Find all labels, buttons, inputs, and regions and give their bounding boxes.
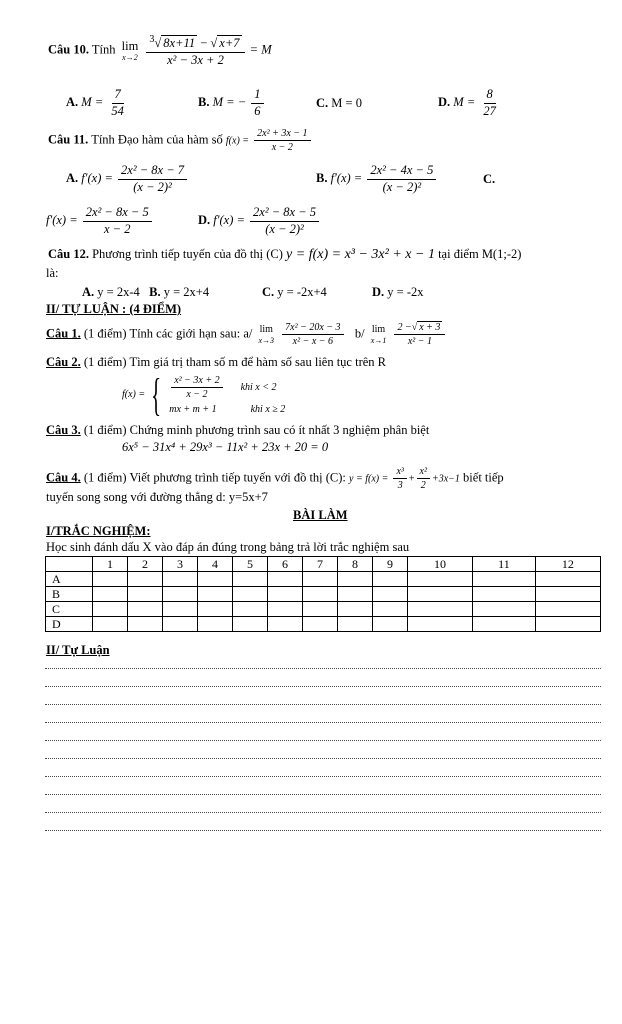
- answer-grid-cell[interactable]: [198, 572, 233, 587]
- answer-grid-column-header: 11: [473, 557, 536, 572]
- answer-line[interactable]: [45, 686, 601, 687]
- option-den: (x − 2)²: [265, 221, 304, 236]
- option-den: 6: [254, 103, 261, 118]
- section-heading: II/ TỰ LUẬN : (4 ĐIỂM): [46, 302, 182, 316]
- left-brace: {: [151, 369, 162, 420]
- piecewise-function: [122, 369, 286, 420]
- equation-rhs: = M: [249, 42, 272, 57]
- answer-grid-column-header: 3: [163, 557, 198, 572]
- answer-grid-cell[interactable]: [535, 572, 600, 587]
- question-prompt: Phương trình tiếp tuyến của đồ thị (C): [92, 247, 283, 261]
- answer-line[interactable]: [45, 812, 601, 813]
- q10-option-a[interactable]: [66, 88, 129, 119]
- option-den: 27: [483, 103, 496, 118]
- question-equation: y = f(x) = x³ − 3x² + x − 1: [286, 247, 435, 262]
- fraction-denominator: x² − x − 6: [292, 336, 334, 347]
- cube-root-body: 8x+11: [163, 36, 196, 51]
- option-label: A.: [66, 95, 79, 110]
- answer-grid-column-header: 10: [408, 557, 473, 572]
- option-lhs: M = −: [212, 95, 247, 110]
- answer-grid-cell[interactable]: [303, 617, 338, 632]
- question-prompt: (1 điểm) Viết phương trình tiếp tuyến với đồ thị (C):: [83, 470, 346, 485]
- answer-grid-cell[interactable]: [93, 572, 128, 587]
- answer-grid-row: [46, 587, 601, 602]
- answer-grid-cell[interactable]: [473, 572, 536, 587]
- question-11: [48, 128, 313, 153]
- fraction-numerator: 2 −√ x + 3: [394, 322, 445, 335]
- answer-grid-cell[interactable]: [535, 587, 600, 602]
- q11-option-c[interactable]: [46, 206, 154, 237]
- limit-subscript: x→3: [258, 335, 275, 345]
- option-text: y = -2x: [387, 285, 424, 299]
- q11-option-b[interactable]: [316, 164, 438, 195]
- answer-grid-column-header: 1: [93, 557, 128, 572]
- case2-expression: mx + m + 1: [169, 403, 217, 415]
- answer-grid-row: [46, 602, 601, 617]
- option-num: 2x² − 8x − 5: [250, 206, 319, 222]
- numerator-lead: 2 −: [397, 322, 412, 333]
- minus-sign: −: [200, 36, 208, 51]
- fraction-numerator: $^3$√ 8x+11 − √ x+7: [146, 34, 244, 53]
- question-label: Câu 1.: [46, 326, 81, 341]
- fraction-numerator: 7x² − 20x − 3: [282, 322, 343, 335]
- answer-grid-cell[interactable]: [198, 617, 233, 632]
- limit-fraction: [146, 34, 244, 68]
- option-text: M = 0: [331, 96, 362, 110]
- answer-grid-cell[interactable]: [163, 587, 198, 602]
- term2-numerator: x²: [417, 466, 430, 479]
- answer-grid-column-header: 4: [198, 557, 233, 572]
- answer-grid-cell[interactable]: [128, 617, 163, 632]
- answer-grid-cell[interactable]: [535, 617, 600, 632]
- answer-line[interactable]: [45, 758, 601, 759]
- q12-option-b[interactable]: [149, 285, 209, 299]
- answer-grid-cell[interactable]: [535, 602, 600, 617]
- case1-condition: khi x < 2: [240, 381, 277, 393]
- q12-option-c[interactable]: [262, 285, 327, 299]
- question-label: Câu 12.: [48, 247, 89, 261]
- q12-options: [82, 285, 209, 299]
- q10-option-d[interactable]: [438, 88, 501, 119]
- answer-grid-cell[interactable]: [233, 572, 268, 587]
- answer-grid-cell[interactable]: [303, 602, 338, 617]
- answer-grid-cell[interactable]: [268, 587, 303, 602]
- option-text: y = -2x+4: [277, 285, 327, 299]
- answer-grid-cell[interactable]: [303, 572, 338, 587]
- function-lhs: f(x) =: [225, 135, 250, 147]
- answer-grid-cell[interactable]: [338, 572, 373, 587]
- answer-sheet-section1: I/TRẮC NGHIỆM:: [46, 524, 151, 538]
- answer-grid-cell[interactable]: [233, 602, 268, 617]
- option-num: 2x² − 8x − 7: [118, 164, 187, 180]
- option-den: x − 2: [104, 221, 131, 236]
- answer-grid-cell[interactable]: [198, 602, 233, 617]
- answer-grid-column-header: 12: [535, 557, 600, 572]
- function-tail: +3x−1: [431, 473, 460, 485]
- answer-line[interactable]: [45, 740, 601, 741]
- answer-grid-row: [46, 617, 601, 632]
- essay-3-equation: 6x⁵ − 31x⁴ + 29x³ − 11x² + 23x + 20 = 0: [122, 440, 329, 454]
- answer-grid-cell[interactable]: [93, 602, 128, 617]
- term2-denominator: 2: [420, 480, 426, 491]
- answer-grid-column-header: 7: [303, 557, 338, 572]
- answer-grid-cell[interactable]: [268, 602, 303, 617]
- answer-grid-cell[interactable]: [373, 572, 408, 587]
- answer-line[interactable]: [45, 668, 601, 669]
- answer-grid-header: [46, 557, 601, 572]
- answer-grid-cell[interactable]: [473, 587, 536, 602]
- answer-grid-cell[interactable]: [268, 572, 303, 587]
- square-root-body: x+7: [219, 36, 240, 51]
- answer-grid-row-label: B: [46, 587, 93, 602]
- option-lhs: M =: [81, 95, 104, 110]
- question-line2: là:: [46, 266, 59, 280]
- question-line2: tuyến song song với đường thẳng d: y=5x+7: [46, 490, 268, 504]
- question-label: Câu 4.: [46, 470, 81, 485]
- question-suffix: biết tiếp: [463, 470, 504, 485]
- limit-word: lim: [121, 38, 139, 53]
- option-label: B.: [149, 285, 161, 299]
- option-num: 2x² − 4x − 5: [367, 164, 436, 180]
- answer-line[interactable]: [45, 794, 601, 795]
- answer-grid-cell[interactable]: [338, 617, 373, 632]
- fraction-denominator: x² − 1: [407, 336, 433, 347]
- option-num: 8: [484, 88, 496, 104]
- answer-sheet-title: BÀI LÀM: [293, 508, 348, 522]
- case2-condition: khi x ≥ 2: [250, 403, 286, 415]
- option-label: B.: [198, 95, 210, 110]
- option-lhs: f′(x) =: [46, 213, 78, 228]
- q11-option-a[interactable]: [66, 164, 189, 195]
- answer-grid-row-label: A: [46, 572, 93, 587]
- q12-option-d[interactable]: [372, 285, 424, 299]
- option-label: C.: [316, 96, 329, 110]
- option-den: 54: [111, 103, 124, 118]
- question-prompt: (1 điểm) Tính các giới hạn sau: a/: [83, 326, 253, 341]
- case1-numerator: x² − 3x + 2: [171, 375, 222, 388]
- answer-grid-cell[interactable]: [373, 587, 408, 602]
- option-num: 7: [112, 88, 124, 104]
- answer-grid-cell[interactable]: [373, 617, 408, 632]
- option-text: y = 2x+4: [163, 285, 210, 299]
- q11-option-d[interactable]: [198, 206, 321, 237]
- option-den: (x − 2)²: [133, 179, 172, 194]
- answer-line[interactable]: [45, 704, 601, 705]
- answer-grid-cell[interactable]: [408, 587, 473, 602]
- limit-subscript: x→2: [122, 53, 138, 63]
- essay-question-3: [46, 423, 429, 437]
- option-lhs: f′(x) =: [81, 171, 113, 186]
- option-num: 2x² − 8x − 5: [83, 206, 152, 222]
- answer-grid-cell[interactable]: [473, 617, 536, 632]
- answer-grid-column-header: 8: [338, 557, 373, 572]
- option-text: y = 2x-4: [97, 285, 140, 299]
- answer-grid-cell[interactable]: [93, 617, 128, 632]
- q10-option-c[interactable]: [316, 96, 362, 110]
- fraction-denominator: x² − 3x + 2: [167, 52, 224, 67]
- limit-word: lim: [259, 323, 273, 335]
- answer-grid-cell[interactable]: [93, 587, 128, 602]
- essay-question-1: [46, 322, 447, 347]
- answer-grid-cell[interactable]: [163, 617, 198, 632]
- plus-sign: +: [408, 473, 415, 485]
- part-b-label: b/: [354, 326, 365, 341]
- question-prompt: Tính Đạo hàm của hàm số: [91, 132, 223, 147]
- answer-grid-column-header: 5: [233, 557, 268, 572]
- question-label: Câu 3.: [46, 423, 81, 437]
- answer-grid-cell[interactable]: [268, 617, 303, 632]
- answer-line[interactable]: [45, 776, 601, 777]
- answer-line[interactable]: [45, 722, 601, 723]
- question-prompt: (1 điểm) Tìm giá trị tham số m để hàm số sau liên tục trên R: [83, 355, 387, 369]
- option-label: D.: [198, 213, 211, 228]
- function-numerator: 2x² + 3x − 1: [254, 128, 310, 141]
- function-lhs: f(x) =: [122, 389, 146, 401]
- answer-grid-cell[interactable]: [128, 602, 163, 617]
- answer-grid-cell[interactable]: [338, 602, 373, 617]
- answer-grid-cell[interactable]: [408, 617, 473, 632]
- option-label: D.: [372, 285, 385, 299]
- answer-grid-cell[interactable]: [408, 602, 473, 617]
- limit-operator: [122, 40, 139, 63]
- answer-grid-cell[interactable]: [373, 602, 408, 617]
- q10-option-b[interactable]: [198, 88, 266, 119]
- answer-grid-row-label: C: [46, 602, 93, 617]
- answer-grid-column-header: 6: [268, 557, 303, 572]
- option-label: A.: [66, 171, 79, 186]
- essay-question-2: [46, 355, 386, 369]
- essay-question-4: [46, 466, 504, 491]
- term1-numerator: x³: [393, 466, 406, 479]
- answer-grid-cell[interactable]: [128, 587, 163, 602]
- option-lhs: f′(x) =: [330, 171, 363, 186]
- q11-option-c-label[interactable]: [483, 172, 495, 186]
- question-label: Câu 10.: [48, 42, 89, 57]
- option-label: D.: [438, 95, 451, 110]
- question-label: Câu 11.: [48, 132, 89, 147]
- answer-grid-cell[interactable]: [303, 587, 338, 602]
- answer-grid-column-header: 2: [128, 557, 163, 572]
- option-den: (x − 2)²: [382, 179, 422, 194]
- question-suffix: tại điểm M(1;-2): [438, 247, 522, 261]
- option-label: B.: [316, 171, 328, 186]
- answer-grid-cell[interactable]: [408, 572, 473, 587]
- answer-grid-corner: [46, 557, 93, 572]
- square-root-body: x + 3: [419, 322, 441, 333]
- question-10: [48, 34, 272, 68]
- answer-grid-column-header: 9: [373, 557, 408, 572]
- answer-line[interactable]: [45, 830, 601, 831]
- function-denominator: x − 2: [271, 142, 293, 153]
- answer-grid: [45, 556, 601, 632]
- case1-denominator: x − 2: [186, 388, 208, 400]
- limit-word: lim: [371, 323, 386, 335]
- option-label: C.: [262, 285, 275, 299]
- function-lhs: y = f(x) =: [349, 473, 389, 485]
- answer-grid-cell[interactable]: [163, 602, 198, 617]
- option-label: C.: [483, 172, 496, 186]
- cube-root-index: 3: [149, 34, 155, 45]
- answer-grid-cell[interactable]: [233, 617, 268, 632]
- question-prompt: Tính: [91, 42, 116, 57]
- question-12: [48, 247, 521, 263]
- option-lhs: M =: [453, 95, 476, 110]
- question-label: Câu 2.: [46, 355, 81, 369]
- answer-grid-row: [46, 572, 601, 587]
- q12-option-a[interactable]: [82, 285, 140, 299]
- answer-grid-cell[interactable]: [198, 587, 233, 602]
- answer-grid-cell[interactable]: [163, 572, 198, 587]
- option-num: 1: [251, 88, 263, 104]
- option-lhs: f′(x) =: [213, 213, 245, 228]
- answer-sheet-instruction: Học sinh đánh dấu X vào đáp án đúng trong bảng trả lời trắc nghiệm sau: [46, 540, 410, 554]
- option-label: A.: [82, 285, 95, 299]
- answer-grid-row-label: D: [46, 617, 93, 632]
- question-prompt: (1 điểm) Chứng minh phương trình sau có ít nhất 3 nghiệm phân biệt: [83, 423, 430, 437]
- answer-sheet-section2: II/ Tự Luận: [46, 643, 110, 657]
- limit-subscript: x→1: [370, 335, 387, 345]
- term1-denominator: 3: [397, 480, 403, 491]
- answer-grid-cell[interactable]: [128, 572, 163, 587]
- answer-grid-cell[interactable]: [233, 587, 268, 602]
- answer-grid-cell[interactable]: [473, 602, 536, 617]
- answer-grid-cell[interactable]: [338, 587, 373, 602]
